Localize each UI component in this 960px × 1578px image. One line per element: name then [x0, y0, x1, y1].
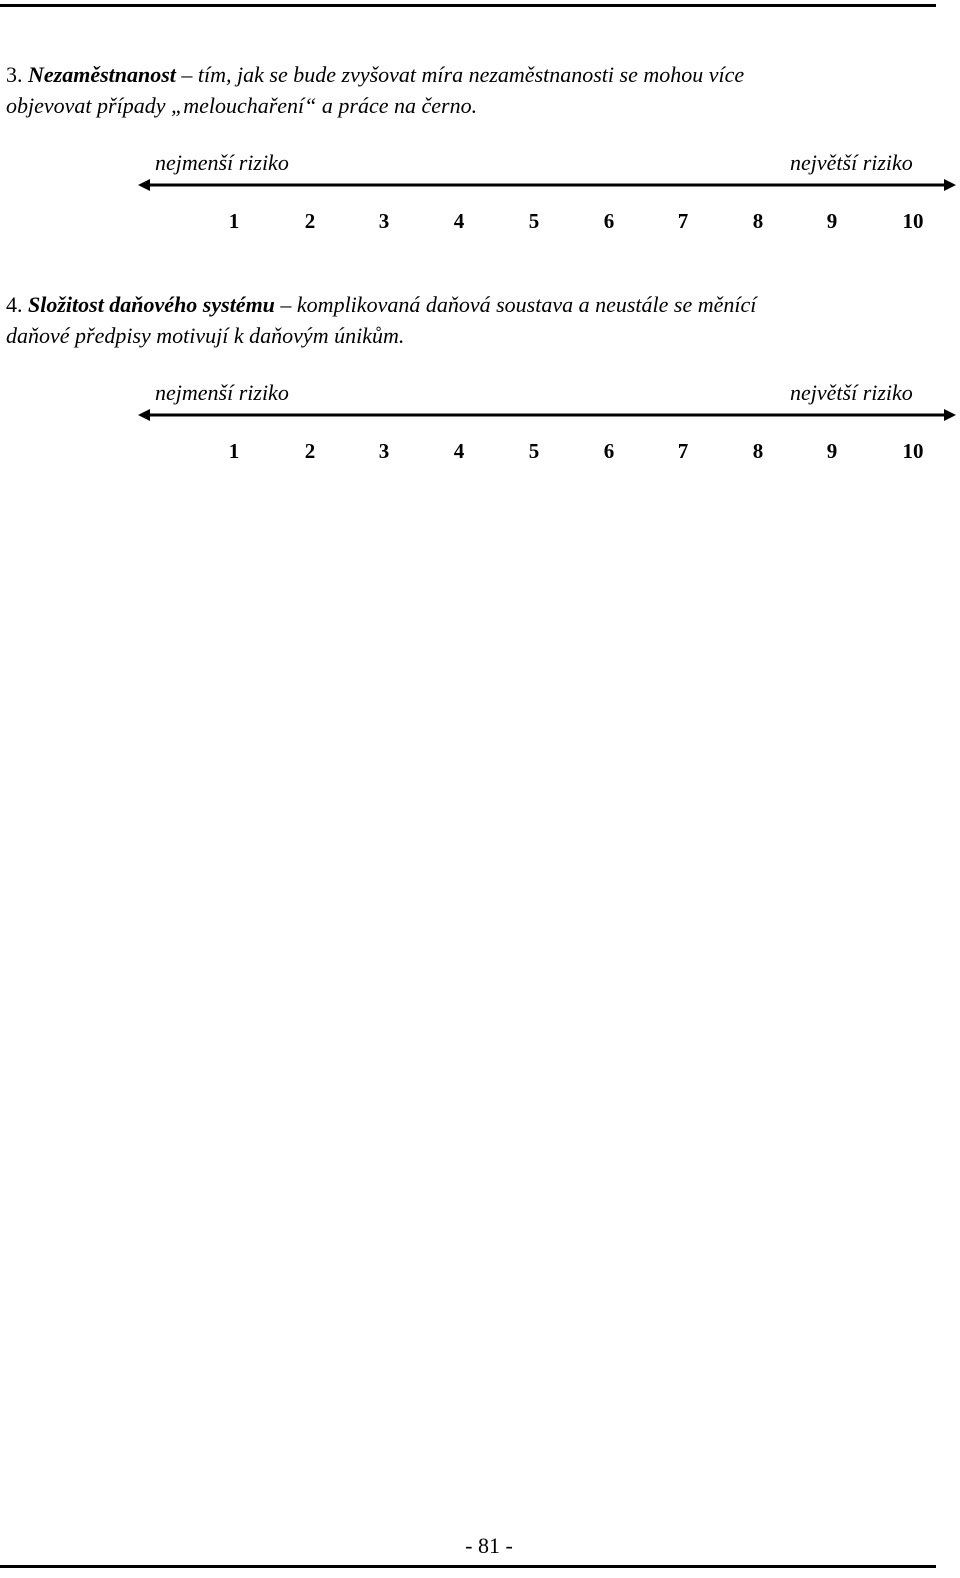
scale-2-value: 10 [902, 439, 924, 463]
scale-1-value: 6 [603, 209, 615, 233]
item-3-text-line-2: objevovat případy „melouchaření“ a práce na černo. [6, 93, 478, 118]
item-3-text-line-1: – tím, jak se bude zvyšovat míra nezaměstnanosti se mohou více [175, 62, 745, 87]
page-number: - 81 - [465, 1533, 513, 1558]
item-3-title: Nezaměstnanost [28, 62, 176, 87]
scale-2-values [0, 438, 960, 464]
scale-1-high-label: největší riziko [790, 150, 913, 175]
item-4-text-line-2: daňové předpisy motivují k daňovým únikům. [6, 323, 405, 348]
scale-2-value: 7 [677, 439, 689, 463]
scale-2-arrow [138, 408, 956, 422]
scale-1-low-label: nejmenší riziko [155, 150, 289, 175]
scale-1-value: 1 [228, 209, 240, 233]
scale-1-value: 8 [752, 209, 764, 233]
scale-2-value: 2 [304, 439, 316, 463]
scale-2-high-label: největší riziko [790, 380, 913, 405]
scale-1-value: 4 [453, 209, 465, 233]
scale-1-value: 9 [826, 209, 838, 233]
scale-2-value: 3 [378, 439, 390, 463]
item-4-line-1 [6, 289, 926, 320]
scale-2-value: 9 [826, 439, 838, 463]
scale-2-low-label: nejmenší riziko [155, 380, 289, 405]
item-4-text [6, 289, 926, 351]
scale-1-value: 5 [528, 209, 540, 233]
item-3-text [6, 59, 926, 121]
scale-1-value: 10 [902, 209, 924, 233]
item-3-line-1 [6, 59, 926, 90]
scale-1-value: 7 [677, 209, 689, 233]
bottom-rule [0, 1565, 936, 1568]
scale-1-value: 2 [304, 209, 316, 233]
scale-1-arrow [138, 178, 956, 192]
item-4-text-line-1: – komplikovaná daňová soustava a neustále se měnící [274, 292, 757, 317]
scale-2-value: 1 [228, 439, 240, 463]
scale-1-value: 3 [378, 209, 390, 233]
top-rule [0, 4, 936, 7]
scale-2-value: 5 [528, 439, 540, 463]
scale-2-value: 4 [453, 439, 465, 463]
scale-2-value: 6 [603, 439, 615, 463]
item-3-number: 3. [6, 62, 23, 87]
scale-2-value: 8 [752, 439, 764, 463]
item-4-title: Složitost daňového systému [28, 292, 275, 317]
scale-1-values [0, 208, 960, 234]
item-4-number: 4. [6, 292, 23, 317]
